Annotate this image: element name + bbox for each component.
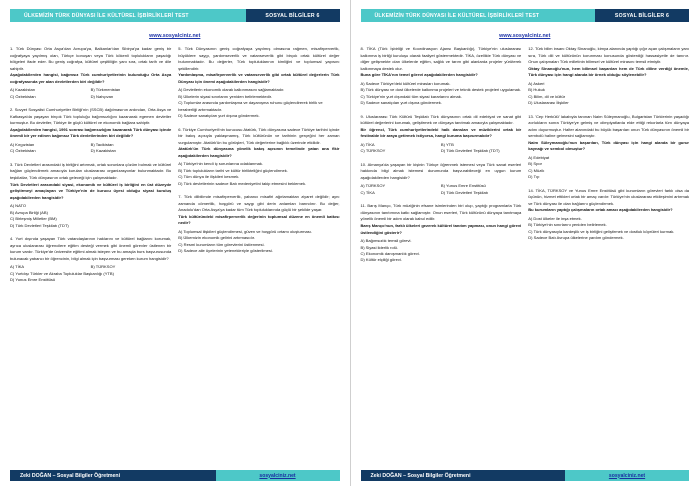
- option-choice[interactable]: A) Edebiyat: [528, 154, 550, 160]
- page-right-columns: [359, 45, 692, 468]
- option-row: [528, 100, 689, 106]
- option-choice[interactable]: C) Tüm dünya ile ilişkileri kesmek.: [178, 174, 240, 180]
- question-prompt: Barış Manço'nun, farklı ülkeleri gezerek kültürel tanıtım yapması, onun hangi görevi üstlendiğini gösterir?: [360, 222, 522, 235]
- question-body: 2. Sovyet Sosyalist Cumhuriyetler Birliği'nin (SSCB) dağılmasının ardından, Orta Asya ve Kafkasya'da yaşayan birçok Türk topluluğu bağımsızlığını kazanarak egemen devletler kurmuştur. Bu devletler, Türkiye ile güçlü kültürel ve ekonomik bağlara sahiptir.: [10, 107, 172, 126]
- option-choice[interactable]: A) Türkiye'nin kendi iç sorunlarına odaklanmak.: [178, 161, 264, 167]
- option-row: [528, 174, 689, 180]
- page-footer: [10, 470, 340, 481]
- question-body: 10. Almanya'da yaşayan bir kişinin Türkçe öğrenmek istemesi veya Türk sanat eserleri hakkında bilgi almak istemesi durumunda başvurabileceği en uygun kurum aşağıdakilerden hangisidir?: [360, 161, 522, 180]
- option-choice[interactable]: C) TİKA: [360, 189, 375, 195]
- page-footer-wrap: [8, 468, 342, 486]
- question-body: 3. Türk Devletleri arasındaki iş birliğini artırmak, ortak sorunlara çözüm bulmak ve kültürel bağları güçlendirmek amacıyla kurulan uluslararası organizasyonlar bulunmaktadır. Bu teşkilatlar, Türk dünyasının ortak geleceği için çalışmaktadır.: [10, 161, 172, 180]
- option-list: [528, 216, 689, 242]
- option-choice[interactable]: D) Türk Devletleri Teşkilatı: [440, 189, 488, 195]
- footer-author: Zeki DOĞAN – Sosyal Bilgiler Öğretmeni: [10, 470, 216, 481]
- page-footer-wrap: [359, 468, 692, 486]
- option-choice[interactable]: B) Türk dünyası ve dost ülkelerde kalkınma projeleri ve teknik destek projeleri uygulamak.: [360, 87, 522, 93]
- option-choice[interactable]: D) Nahçıvan: [90, 93, 114, 99]
- footer-link-box: [565, 470, 689, 481]
- page-left-columns: [8, 45, 342, 468]
- question-body: 1. Türk Dünyası Orta Asya'dan Avrupa'ya, Balkanlar'dan Sibirya'ya kadar geniş bir coğrafyaya yayılmış olan, Türkçe konuşan veya Türk kökenli toplulukların yaşadığı bölgeleri ifade eder. Bu geniş coğrafya, kültürel çeşitliliğin yanı sıra, ortak tarih ve dile sahiptir.: [10, 46, 172, 71]
- option-choice[interactable]: C) Bilim, dil ve kültür: [528, 93, 566, 99]
- option-list: [528, 81, 689, 107]
- option-choice[interactable]: C) Türkiye'nin yurt dışındaki tüm siyasi kararlarını almak.: [360, 93, 462, 99]
- question-prompt: Bir öğrenci, Türk cumhuriyetlerindeki halk dansları ve müziklerini ortak bir festivalde bir araya getirmek istiyorsa, hangi kuruma başvurmalıdır?: [360, 126, 522, 139]
- option-choice[interactable]: D) Kazakistan: [90, 148, 116, 154]
- option-choice[interactable]: D) Tıp: [528, 174, 540, 180]
- question-body: 4. Yurt dışında yaşayan Türk vatandaşlarının haklarını ve kültürel bağlarını korumak, ayrıca uluslararası öğrencilere eğitim desteği vermek gibi önemli görevler üstlenen bir kurum vardır. Türkiye'de üniversite eğitimi almak isteyen ve bu amaçla burs başvurusunda bulunacak yabancı bir öğrencinin, bilgi almak için başvurması gereken kurum hangisidir?: [10, 236, 172, 261]
- option-row: [10, 223, 171, 229]
- option-choice[interactable]: A) Toplumsal ilişkileri güçlendirmesi, güven ve hoşgörü ortamı oluşturması.: [178, 228, 313, 234]
- option-choice[interactable]: A) Bağımsızlık temsil görevi.: [360, 238, 412, 244]
- option-row: [178, 113, 339, 119]
- question-block: [178, 46, 339, 120]
- page-footer: [361, 470, 690, 481]
- question-block: [361, 114, 522, 155]
- option-list: [361, 142, 522, 155]
- header-subject-badge: SOSYAL BİLGİLER 6: [595, 9, 689, 22]
- option-choice[interactable]: D) Sadece sanatçıları yurt dışına göndermek.: [178, 113, 260, 119]
- option-choice[interactable]: D) Kültür elçiliği görevi.: [360, 257, 402, 263]
- question-body: 11. Barış Manço, Türk müziğinin efsane isimlerinden biri olup, yaptığı programlarla Türk dünyasının tanıtımına katkı sağlamıştır. Onun eserleri, Türk kültürünü dünyaya tanıtmaya yönelik önemli bir adım olarak kabul edilir.: [360, 203, 522, 222]
- column-2: [178, 46, 339, 468]
- question-block: [361, 162, 522, 197]
- page-header: [10, 9, 340, 22]
- question-block: [10, 107, 171, 155]
- option-choice[interactable]: A) Kırgızistan: [10, 141, 35, 147]
- option-row: [361, 148, 522, 154]
- question-prompt: Aşağıdakilerden hangisi, 1991 sonrası bağımsızlığını kazanarak Türk dünyası içinde önemli bir yer edinen bağımsız Türk devletlerinden biri değildir?: [10, 126, 172, 139]
- question-prompt: Yardımlaşma, misafirperverlik ve vatanseverlik gibi ortak kültürel değerlerin Türk Dünyası için önemi aşağıdakilerden hangisidir?: [178, 72, 340, 84]
- option-choice[interactable]: A) Sadece Türkiye'deki kültürel mirasları korumak.: [360, 80, 451, 86]
- option-choice[interactable]: A) NATO: [10, 203, 27, 209]
- option-choice[interactable]: B) Yunus Emre Enstitüsü: [440, 183, 486, 189]
- question-prompt: Buna göre TİKA'nın temel görevi aşağıdakilerden hangisidir?: [360, 72, 478, 78]
- question-body: 8. TİKA (Türk İşbirliği ve Koordinasyon Ajansı Başkanlığı), Türkiye'nin uluslararası kalkınma iş birliği kuruluşu olarak faaliyet göstermektedir. TİKA, özellikle Türk dünyası ve diğer gelişmekte olan ülkelerde eğitim, sağlık ve tarım gibi alanlarda projeler yürüterek kalkınmaya destek olur.: [360, 46, 522, 71]
- option-choice[interactable]: A) TİKA: [10, 264, 25, 270]
- question-prompt: Oktay Sinanoğlu'nun, hem bilimsel başarıları hem de Türk diline verdiği önemle, Türk dünyası için hangi alanda bir örnek olduğu söylenebilir?: [528, 65, 689, 78]
- option-choice[interactable]: D) Uluslararası İlişkiler: [528, 100, 569, 106]
- question-body: 9. Uluslararası Türk Kültürü Teşkilatı Türk dünyasının ortak dil edebiyat ve sanat gibi kültürel değerlerini korumak, geliştirmek ve dünyaya tanıtmak amacıyla çalışmaktadır.: [360, 113, 522, 126]
- option-choice[interactable]: B) Hukuk: [528, 87, 545, 93]
- option-choice[interactable]: A) TÜRKSOY: [360, 183, 386, 189]
- option-list: [178, 161, 339, 187]
- option-row: [361, 100, 522, 106]
- option-choice[interactable]: D) Yunus Emre Enstitüsü: [10, 277, 56, 283]
- option-choice[interactable]: B) Türkmenistan: [90, 87, 121, 93]
- header-title: ÜLKEMİZİN TÜRK DÜNYASI İLE KÜLTÜREL İŞBİRLİKLERİ TEST: [10, 9, 246, 22]
- option-choice[interactable]: C) Ekonomik danışmanlık görevi.: [360, 250, 420, 256]
- option-choice[interactable]: B) Türk toplulukların tarihi ve kültür birlikteliğini güçlendirmek.: [178, 167, 288, 173]
- option-row: [178, 181, 339, 187]
- question-prompt: Naim Süleymanoğlu'nun başarıları, Türk dünyası için hangi alanda bir gurur kaynağı ve sembol olmuştur?: [528, 139, 689, 152]
- option-choice[interactable]: C) Özbekistan: [10, 93, 36, 99]
- option-list: [528, 155, 689, 181]
- option-choice[interactable]: D) Türk devletlerinin sadece Batı medeniyetini takip etmesini beklemek.: [178, 180, 307, 186]
- option-choice[interactable]: B) Ülkelerin siyasi sınırlarını yeniden belirlemektedir.: [178, 93, 273, 99]
- option-choice[interactable]: C) Birleşmiş Milletler (BM): [10, 216, 57, 222]
- option-choice[interactable]: B) Ülkemizin ekonomik gelirini artırmasıdır.: [178, 235, 255, 241]
- option-list: [10, 264, 171, 283]
- option-row: [178, 248, 339, 254]
- footer-site-link[interactable]: sosyalciniz.net: [259, 472, 296, 479]
- question-block: [528, 188, 689, 242]
- site-url-link[interactable]: www.sosyalciniz.net: [149, 33, 201, 39]
- question-body: 14. TİKA, TÜRKSOY ve Yunus Emre Enstitüsü gibi kurumların görevleri farklı olsa da üçünün, hizmet ettikleri ortak bir amaç vardır: Türkiye'nin uluslararası etkileşimini artırmak ve Türk dünyası ile olan bağlarını güçlendirmek.: [528, 187, 689, 206]
- option-row: [178, 100, 339, 113]
- question-prompt: Aşağıdakilerden hangisi, bağımsız Türk cumhuriyetlerinin bulunduğu Orta Asya coğrafyasında yer alan devletlerden biri değildir?: [10, 72, 172, 84]
- option-choice[interactable]: A) TİKA: [360, 141, 375, 147]
- question-body: 12. Türk bilim insanı Oktay Sinanoğlu, kimya alanında yaptığı çığır açan çalışmaların yanı sıra, Türk dili ve kültürünün korunması konusunda gösterdiği hassasiyetle de tanınır. Onun çalışmaları Türk milletinin bilimsel ve kültürel mirasını temsil etmiştir.: [528, 46, 689, 65]
- option-list: [10, 203, 171, 229]
- question-block: [178, 127, 339, 188]
- question-prompt: Atatürk'ün Türk dünyasına yönelik bakış açısının temelinde yatan ana fikir aşağıdakilerden hangisidir?: [178, 146, 340, 158]
- option-choice[interactable]: D) Sadece sanatçıları yurt dışına göndermek.: [360, 100, 442, 106]
- option-choice[interactable]: B) Avrupa Birliği (AB): [10, 209, 48, 215]
- option-choice[interactable]: C) Özbekistan: [10, 148, 36, 154]
- option-list: [10, 87, 171, 100]
- page-right: [350, 0, 699, 486]
- header-title: ÜLKEMİZİN TÜRK DÜNYASI İLE KÜLTÜREL İŞBİRLİKLERİ TEST: [361, 9, 596, 22]
- column-1: [10, 46, 171, 468]
- question-block: [528, 114, 689, 181]
- option-choice[interactable]: A) Kazakistan: [10, 87, 35, 93]
- option-choice[interactable]: B) Spor: [528, 161, 542, 167]
- option-choice[interactable]: B) Türkiye'nin sınırlarını yeniden belirlemek.: [528, 222, 607, 228]
- option-choice[interactable]: A) Devletlerin ekonomik olarak kalkınmasını sağlamaktadır.: [178, 87, 285, 93]
- footer-author: Zeki DOĞAN – Sosyal Bilgiler Öğretmeni: [361, 470, 566, 481]
- option-choice[interactable]: C) Toplumlar arasında yardımlaşma ve dayanışma ruhunu güçlendirerek birlik ve beraberliği artırmaktadır.: [178, 100, 323, 112]
- option-row: [528, 235, 689, 241]
- option-choice[interactable]: B) Tacikistan: [90, 141, 114, 147]
- question-prompt: Bu kurumların yaptığı çalışmaların ortak amacı aşağıdakilerden hangisidir?: [528, 207, 673, 213]
- page-gutter-divider: [350, 0, 351, 486]
- option-choice[interactable]: B) Siyasi liderlik rolü.: [360, 244, 399, 250]
- option-list: [361, 81, 522, 107]
- option-row: [10, 148, 171, 154]
- option-choice[interactable]: C) Resmi kurumların tüm görevlerini üstlenmesi.: [178, 241, 265, 247]
- header-subject-badge: SOSYAL BİLGİLER 6: [246, 9, 340, 22]
- option-choice[interactable]: B) TÜRKSOY: [90, 264, 116, 270]
- option-choice[interactable]: C) Türk dünyasıyla kardeşlik ve iş birliğini geliştirmek ve dostluk köprüleri kurmak.: [528, 228, 675, 234]
- option-list: [361, 183, 522, 196]
- option-choice[interactable]: C) Müzik: [528, 167, 545, 173]
- option-list: [178, 229, 339, 255]
- option-row: [361, 190, 522, 196]
- question-block: [361, 46, 522, 107]
- question-prompt: Türk Devletleri arasındaki siyasi, ekonomik ve kültürel iş birliğini en üst düzeyde geliştirmeyi amaçlayan ve Türkiye'nin de kurucu üyesi olduğu siyasi kuruluş aşağıdakilerden hangisidir?: [10, 181, 172, 200]
- option-list: [178, 87, 339, 119]
- question-block: [10, 46, 171, 100]
- question-block: [178, 194, 339, 255]
- option-row: [10, 94, 171, 100]
- question-block: [10, 236, 171, 284]
- column-4: [528, 46, 689, 468]
- header-url: [359, 24, 692, 42]
- option-choice[interactable]: D) Türk Devletleri Teşkilatı (TDT): [10, 222, 69, 228]
- footer-link-box: [216, 470, 340, 481]
- option-row: [10, 277, 171, 283]
- option-choice[interactable]: B) YTB: [440, 141, 454, 147]
- option-choice[interactable]: D) Sadece Batı Avrupa ülkelerine yardım göndermek.: [528, 235, 624, 241]
- question-block: [361, 203, 522, 264]
- option-choice[interactable]: D) Türk Devletleri Teşkilatı (TDT): [440, 148, 500, 154]
- footer-site-link[interactable]: sosyalciniz.net: [608, 472, 646, 479]
- column-3: [361, 46, 522, 468]
- question-body: 5. Türk Dünyasının geniş coğrafyaya yayılmış olmasına rağmen, misafirperverlik, büyüklere saygı, yardımseverlik ve vatanseverlik gibi birçok ortak kültürel değer bulunmaktadır. Bu değerler, Türk topluluklarının kimliğini ve toplumsal yapısını şekillendirir.: [178, 46, 340, 71]
- option-list: [361, 238, 522, 264]
- option-row: [361, 257, 522, 263]
- question-block: [10, 162, 171, 229]
- question-body: 6. Türkiye Cumhuriyeti'nin kurucusu Atatürk, Türk dünyasına sadece Türkiye tarihini içinde bir bakış açısıyla yaklaşmamış, Türk kültürünün ve tarihinin gerçeğini her zaman vurgulamıştır. Atatürk'ün bu görüşleri, Türk değerlerine bağlılık üzerinde etkilidir.: [178, 126, 340, 145]
- question-block: [528, 46, 689, 107]
- question-body: 7. Türk dilbilimde misafirperverlik, yabancı misafiri ağırlamaktan ziyaret değildir; aynı zamanda cömertlik, hoşgörü ve saygı gibi derin anlamları barındırır. Bu değer, Anadolu'dan Orta Asya'ya kadar tüm Türk topluluklarında güçlü bir şekilde yaşar.: [178, 194, 340, 213]
- option-choice[interactable]: D) Sadece aile üyelerinin yetenekleriyle gösterilmesi.: [178, 248, 273, 254]
- page-header: [361, 9, 690, 22]
- option-choice[interactable]: C) TÜRKSOY: [360, 148, 386, 154]
- option-list: [10, 142, 171, 155]
- option-choice[interactable]: C) Yurtdışı Türkler ve Akraba Topluluklar Başkanlığı (YTB): [10, 270, 114, 276]
- header-url: [8, 24, 342, 42]
- question-prompt: Türk kültüründeki misafirperverlik değerinin toplumsal düzene en önemli katkısı nedir?: [178, 213, 340, 226]
- question-body: 13. 'Cep Herkülü' lakabıyla tanınan Naim Süleymanoğlu, Bulgaristan Türklerinin yaşadığı zorlukların sonra Türkiye'ye gelmiş ve olimpiyatlarda elde ettiği rekorlarla tüm dünyaya adını duyurmuştur. Halter alanındaki bu büyük başarıları onun Türk dünyasının önemli bir sembolü haline gelmesini sağlamıştır.: [528, 113, 689, 139]
- site-url-link[interactable]: www.sosyalciniz.net: [499, 33, 551, 39]
- option-choice[interactable]: A) Askeri: [528, 80, 545, 86]
- option-choice[interactable]: A) Dost ülkeler ile inşa etmek.: [528, 215, 582, 221]
